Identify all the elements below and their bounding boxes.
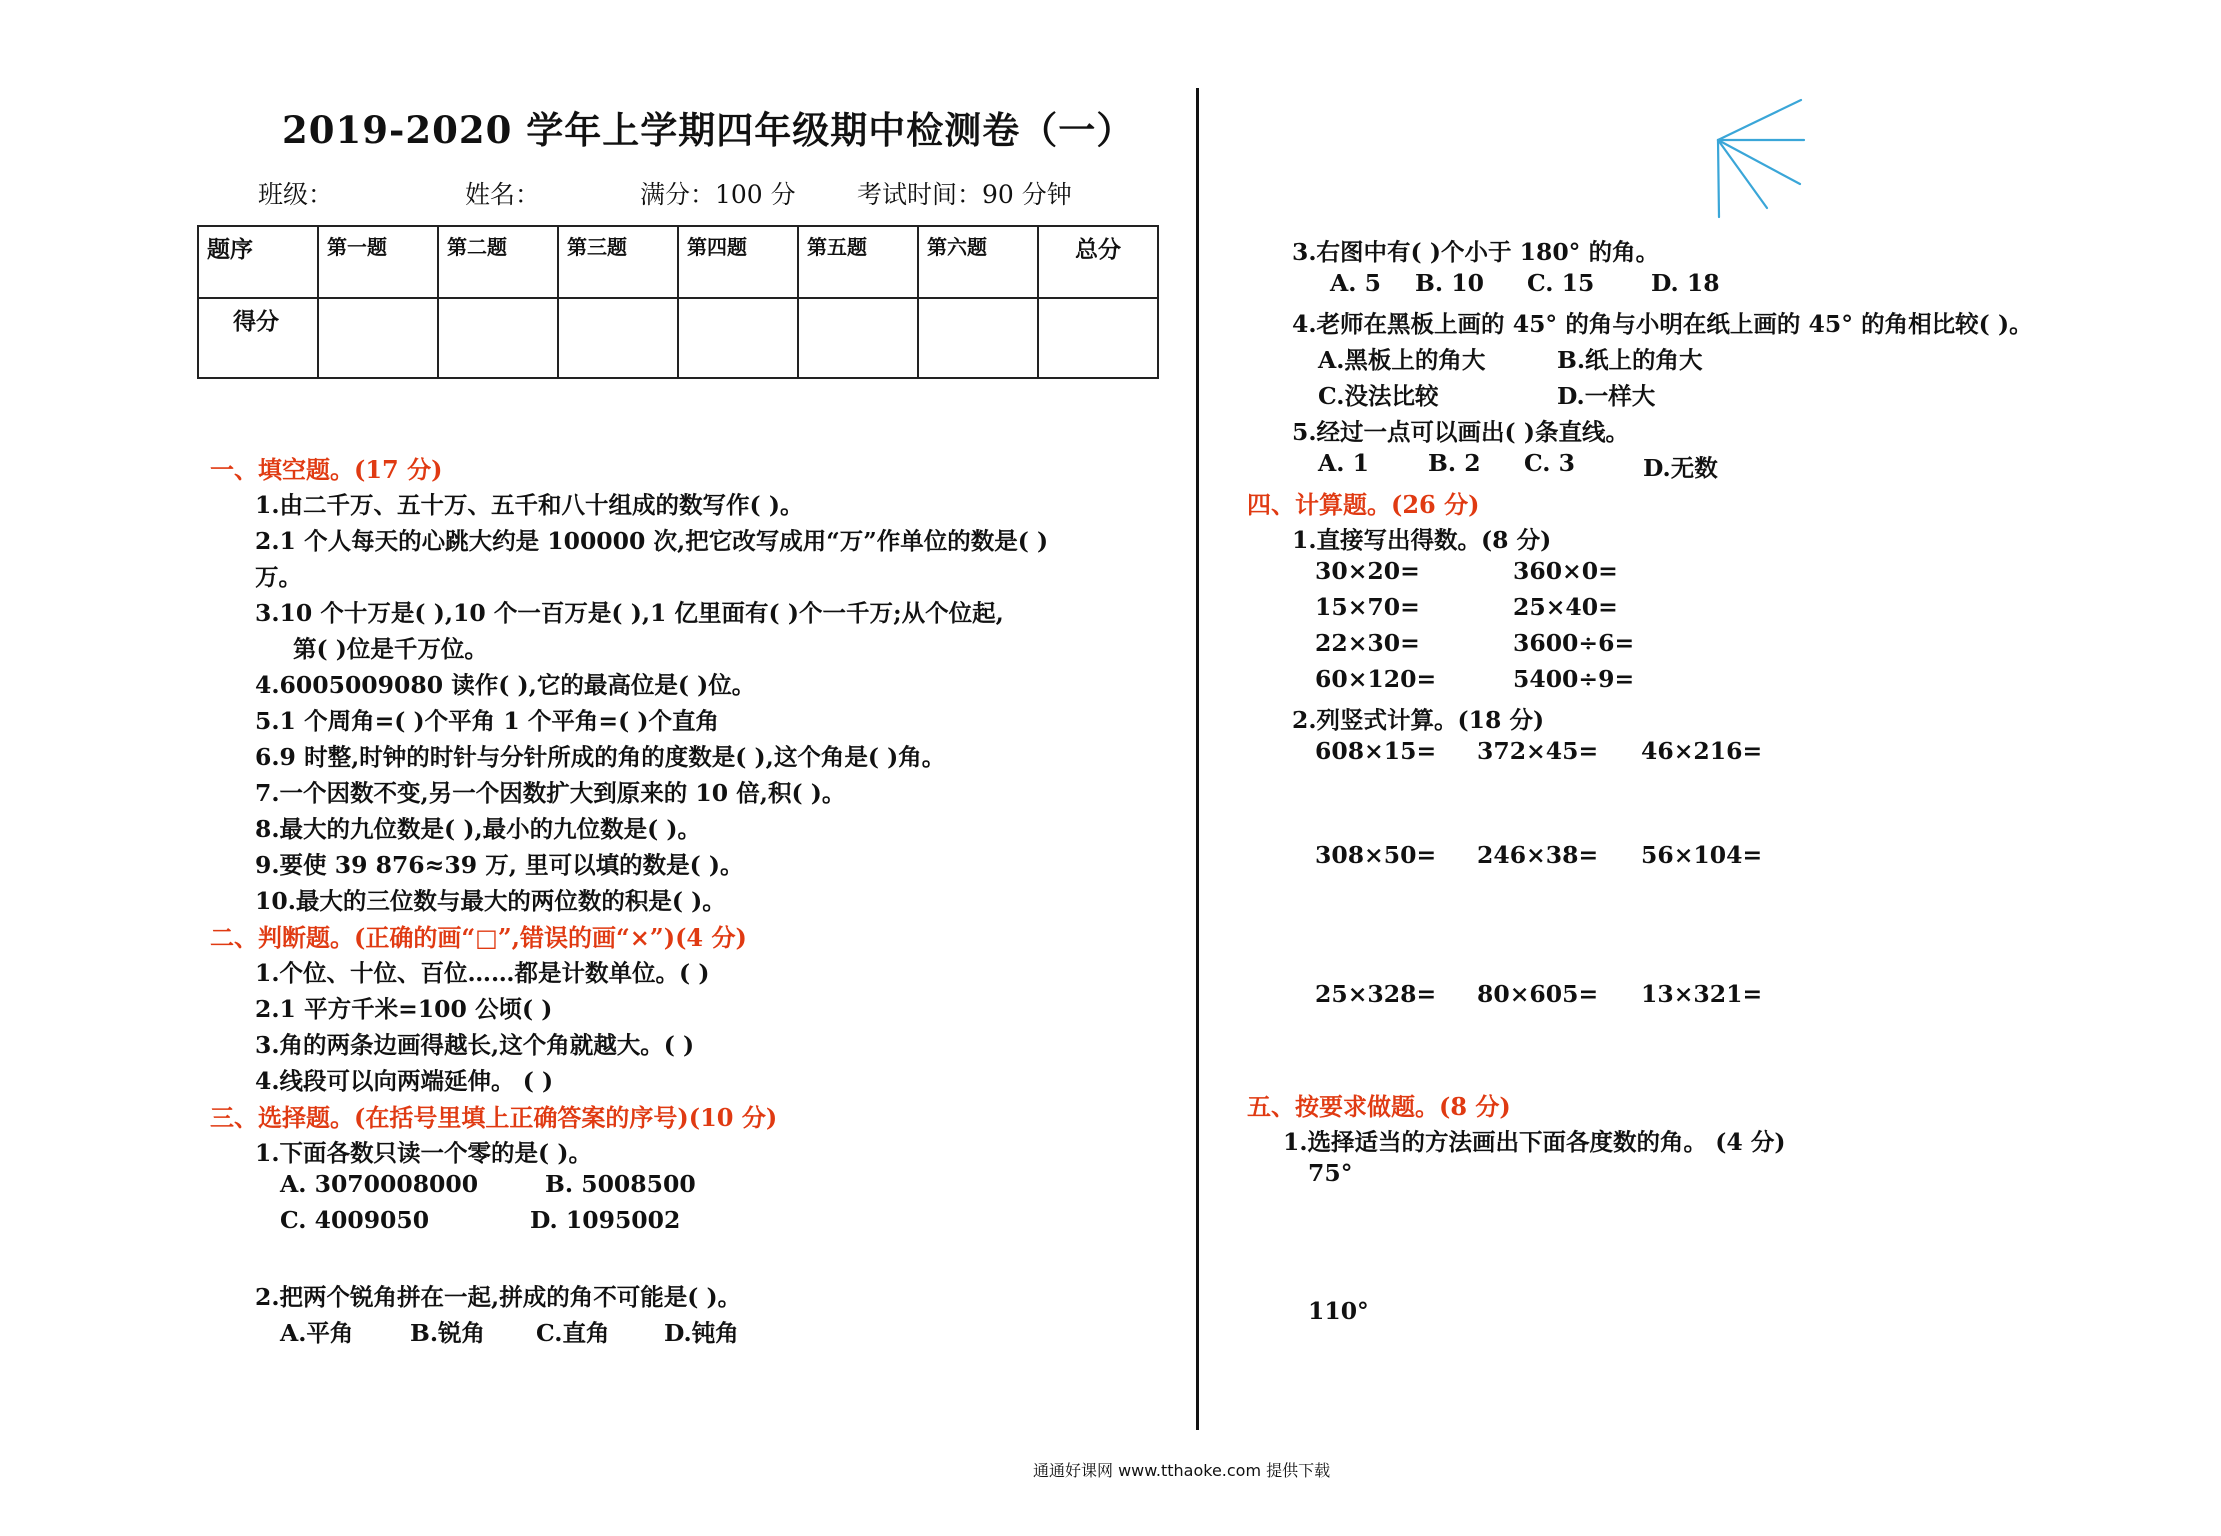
table-header-cell: 题序 (198, 226, 318, 298)
question-text: 1.下面各数只读一个零的是( )。 (255, 1139, 592, 1167)
table-header-cell: 第三题 (558, 226, 678, 298)
question-text: 1.选择适当的方法画出下面各度数的角。 (4 分) (1283, 1128, 1786, 1156)
calc-item: 60×120= (1315, 665, 1437, 693)
page-title: 2019-2020 学年上学期四年级期中检测卷（一） (282, 108, 1135, 152)
score-table-header-row (198, 226, 1158, 298)
table-header-cell: 总分 (1038, 226, 1158, 298)
score-cell[interactable] (678, 298, 798, 378)
vertical-calc-item: 372×45= (1477, 737, 1599, 765)
section-fill-in: 一、填空题。(17 分) (210, 455, 443, 484)
calc-item: 22×30= (1315, 629, 1420, 657)
choice-option: B. 10 (1415, 269, 1484, 297)
ray-line (1718, 140, 1767, 208)
table-header-cell: 第二题 (438, 226, 558, 298)
vertical-calc-item: 308×50= (1315, 841, 1437, 869)
table-header-cell: 第四题 (678, 226, 798, 298)
rays-figure (1700, 92, 1820, 222)
choice-option: D. 18 (1651, 269, 1720, 297)
choice-option: C.没法比较 (1318, 382, 1439, 410)
choice-option: D.一样大 (1557, 382, 1656, 410)
score-cell[interactable] (558, 298, 678, 378)
question-text: 4.6005009080 读作( ),它的最高位是( )位。 (255, 671, 756, 699)
ray-line (1718, 100, 1801, 140)
section-calculation: 四、计算题。(26 分) (1247, 490, 1480, 519)
question-text: 3.10 个十万是( ),10 个一百万是( ),1 亿里面有( )个一千万;从个位起, (255, 599, 1004, 627)
calc-item: 5400÷9= (1513, 665, 1635, 693)
ray-line (1718, 140, 1719, 217)
table-header-cell: 第一题 (318, 226, 438, 298)
question-text: 7.一个因数不变,另一个因数扩大到原来的 10 倍,积( )。 (255, 779, 846, 807)
question-text: 1.直接写出得数。(8 分) (1292, 526, 1552, 554)
choice-option: B.纸上的角大 (1557, 346, 1703, 374)
table-header-cell: 第五题 (798, 226, 918, 298)
choice-option: D.钝角 (664, 1319, 739, 1347)
question-text: 8.最大的九位数是( ),最小的九位数是( )。 (255, 815, 702, 843)
choice-option: A.黑板上的角大 (1318, 346, 1486, 374)
calc-item: 15×70= (1315, 593, 1420, 621)
choice-option: D. 1095002 (530, 1206, 681, 1234)
choice-option: C. 4009050 (280, 1206, 430, 1234)
table-header-cell: 第六题 (918, 226, 1038, 298)
question-text: 1.由二千万、五十万、五千和八十组成的数写作( )。 (255, 491, 804, 519)
section-drawing: 五、按要求做题。(8 分) (1247, 1092, 1511, 1121)
score-row-label: 得分 (198, 298, 318, 378)
question-text: 5.1 个周角=( )个平角 1 个平角=( )个直角 (255, 707, 719, 735)
question-text: 第( )位是千万位。 (293, 635, 488, 663)
vertical-calc-item: 80×605= (1477, 980, 1599, 1008)
choice-option: A. 1 (1318, 449, 1369, 477)
vertical-calc-item: 246×38= (1477, 841, 1599, 869)
exam-time: 考试时间：90 分钟 (857, 180, 1072, 209)
choice-option: C.直角 (536, 1319, 610, 1347)
full-score: 满分：100 分 (640, 180, 796, 209)
class-label: 班级： (258, 180, 334, 209)
vertical-calc-item: 46×216= (1641, 737, 1763, 765)
score-cell[interactable] (318, 298, 438, 378)
question-text: 4.老师在黑板上画的 45° 的角与小明在纸上画的 45° 的角相比较( )。 (1292, 310, 2033, 338)
calc-item: 3600÷6= (1513, 629, 1635, 657)
question-text: 万。 (255, 563, 302, 591)
question-text: 5.经过一点可以画出( )条直线。 (1292, 418, 1629, 446)
choice-option: C. 3 (1524, 449, 1576, 477)
section-true-false: 二、判断题。(正确的画“□”,错误的画“×”)(4 分) (210, 923, 747, 952)
score-cell[interactable] (798, 298, 918, 378)
question-text: 2.1 平方千米=100 公顷( ) (255, 995, 553, 1023)
question-text: 10.最大的三位数与最大的两位数的积是( )。 (255, 887, 726, 915)
question-text: 4.线段可以向两端延伸。 ( ) (255, 1067, 554, 1095)
question-text: 2.把两个锐角拼在一起,拼成的角不可能是( )。 (255, 1283, 742, 1311)
question-text: 2.1 个人每天的心跳大约是 100000 次,把它改写成用“万”作单位的数是( ) (255, 527, 1049, 555)
question-text: 6.9 时整,时钟的时针与分针所成的角的度数是( ),这个角是( )角。 (255, 743, 946, 771)
score-table-score-row (198, 298, 1158, 378)
choice-option: A. 3070008000 (280, 1170, 479, 1198)
choice-option: D.无数 (1643, 454, 1718, 482)
choice-option: B.锐角 (410, 1319, 486, 1347)
score-cell[interactable] (1038, 298, 1158, 378)
column-divider (1196, 88, 1199, 1430)
ray-line (1718, 140, 1800, 184)
name-label: 姓名： (465, 180, 541, 209)
question-text: 9.要使 39 876≈39 万, 里可以填的数是( )。 (255, 851, 744, 879)
question-text: 2.列竖式计算。(18 分) (1292, 706, 1545, 734)
vertical-calc-item: 13×321= (1641, 980, 1763, 1008)
section-multiple-choice: 三、选择题。(在括号里填上正确答案的序号)(10 分) (210, 1103, 778, 1132)
score-cell[interactable] (918, 298, 1038, 378)
angle-label: 75° (1308, 1159, 1353, 1187)
calc-item: 360×0= (1513, 557, 1618, 585)
angle-label: 110° (1308, 1297, 1369, 1325)
choice-option: B. 2 (1428, 449, 1481, 477)
score-table (197, 225, 1159, 379)
choice-option: A.平角 (280, 1319, 354, 1347)
question-text: 1.个位、十位、百位……都是计数单位。( ) (255, 959, 710, 987)
question-text: 3.右图中有( )个小于 180° 的角。 (1292, 238, 1660, 266)
choice-option: A. 5 (1330, 269, 1381, 297)
vertical-calc-item: 56×104= (1641, 841, 1763, 869)
question-text: 3.角的两条边画得越长,这个角就越大。( ) (255, 1031, 695, 1059)
calc-item: 30×20= (1315, 557, 1420, 585)
choice-option: C. 15 (1527, 269, 1595, 297)
calc-item: 25×40= (1513, 593, 1618, 621)
score-cell[interactable] (438, 298, 558, 378)
vertical-calc-item: 25×328= (1315, 980, 1437, 1008)
footer-source: 通通好课网 www.tthaoke.com 提供下载 (1033, 1461, 1331, 1480)
choice-option: B. 5008500 (545, 1170, 696, 1198)
vertical-calc-item: 608×15= (1315, 737, 1437, 765)
